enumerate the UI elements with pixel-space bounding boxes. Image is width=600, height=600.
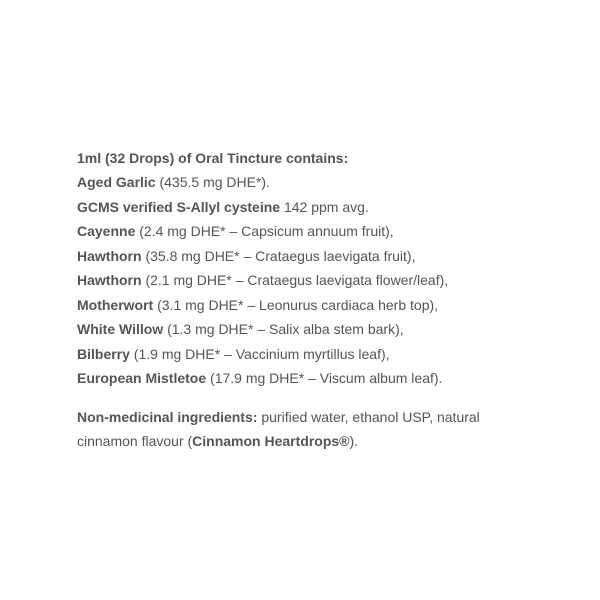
ingredient-name: Hawthorn xyxy=(77,272,142,288)
non-medicinal-line-1 xyxy=(77,405,577,429)
ingredient-detail: (2.4 mg DHE* – Capsicum annuum fruit), xyxy=(135,223,394,239)
ingredient-name: GCMS verified S-Allyl cysteine xyxy=(77,198,281,215)
non-medicinal-section xyxy=(77,405,577,453)
ingredient-name: Aged Garlic xyxy=(77,174,156,190)
brand-name: Cinnamon Heartdrops® xyxy=(192,432,350,449)
ingredient-line xyxy=(77,219,577,244)
ingredient-line xyxy=(77,244,577,269)
ingredient-detail: (35.8 mg DHE* – Crataegus laevigata fruit), xyxy=(141,247,416,264)
non-medicinal-text: ). xyxy=(349,432,359,449)
non-medicinal-text: purified water, ethanol USP, natural xyxy=(257,408,480,425)
ingredient-name: White Willow xyxy=(77,321,164,337)
ingredient-line xyxy=(77,293,577,318)
ingredient-detail: (1.3 mg DHE* – Salix alba stem bark), xyxy=(163,321,404,337)
ingredient-detail: (2.1 mg DHE* – Crataegus laevigata flower/leaf), xyxy=(141,272,449,288)
ingredient-detail: (17.9 mg DHE* – Viscum album leaf). xyxy=(206,370,443,386)
ingredients-panel xyxy=(77,146,577,453)
ingredient-name: Motherwort xyxy=(77,296,154,313)
non-medicinal-line-2 xyxy=(77,429,577,453)
non-medicinal-label: Non-medicinal ingredients: xyxy=(77,408,258,425)
ingredient-line xyxy=(77,268,577,293)
non-medicinal-text: cinnamon flavour ( xyxy=(77,432,193,449)
ingredient-line xyxy=(77,317,577,342)
ingredient-name: Bilberry xyxy=(77,345,130,362)
ingredients-heading: 1ml (32 Drops) of Oral Tincture contains: xyxy=(77,150,349,166)
ingredient-detail: 142 ppm avg. xyxy=(280,198,369,215)
ingredient-detail: (3.1 mg DHE* – Leonurus cardiaca herb top), xyxy=(153,296,439,313)
ingredient-line xyxy=(77,170,577,195)
ingredient-line xyxy=(77,342,577,367)
ingredient-name: European Mistletoe xyxy=(77,370,207,386)
ingredient-name: Hawthorn xyxy=(77,247,142,264)
ingredient-line xyxy=(77,195,577,220)
ingredient-line xyxy=(77,366,577,391)
ingredient-name: Cayenne xyxy=(77,223,136,239)
ingredient-detail: (435.5 mg DHE*). xyxy=(155,174,270,190)
ingredient-detail: (1.9 mg DHE* – Vaccinium myrtillus leaf), xyxy=(129,345,390,362)
